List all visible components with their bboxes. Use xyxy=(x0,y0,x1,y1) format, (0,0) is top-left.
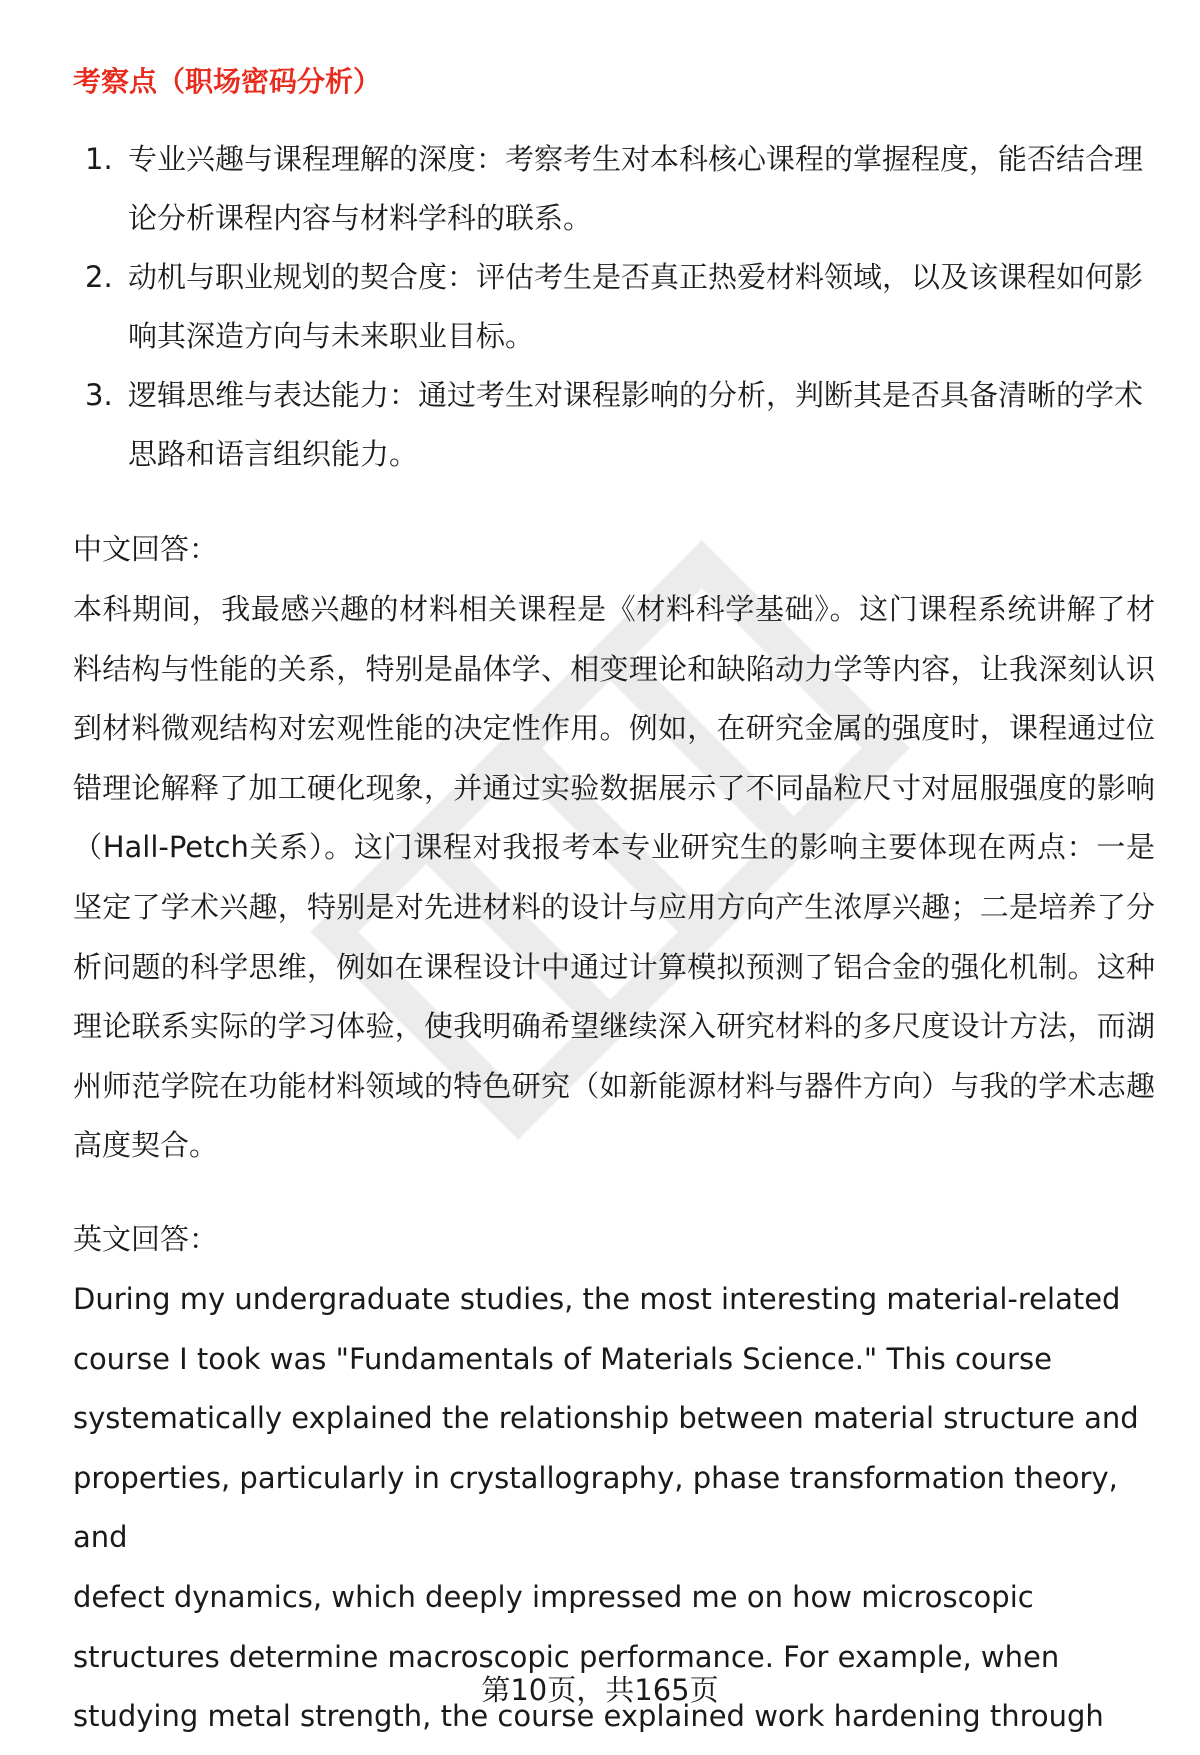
list-item-number: 2. xyxy=(85,260,113,294)
list-item-text: 动机与职业规划的契合度：评估考生是否真正热爱材料领域，以及该课程如何影响其深造方向与未来职业目标。 xyxy=(128,260,1144,353)
english-answer-line: course I took was "Fundamentals of Materials Science." This course xyxy=(73,1341,1052,1376)
section-title: 考察点（职场密码分析） xyxy=(73,65,382,98)
english-answer-line: systematically explained the relationship between material structure and xyxy=(73,1401,1139,1436)
page-number-footer: 第10页，共165页 xyxy=(481,1673,719,1707)
english-answer-line: properties, particularly in crystallography, phase transformation theory, and xyxy=(73,1460,1118,1555)
chinese-answer-label: 中文回答： xyxy=(73,532,219,566)
chinese-answer-text: 本科期间，我最感兴趣的材料相关课程是《材料科学基础》。这门课程系统讲解了材料结构与性能的关系，特别是晶体学、相变理论和缺陷动力学等内容，让我深刻认识到材料微观结构对宏观性能的决定性作用。例如，在研究金属的强度时，课程通过位错理论解释了加工硬化现象，并通过实验数据展示了不同晶粒尺寸对屈服强度的影响（Hall-Petch关系）。这门课程对我报考本专业研究生的影响主要体现在两点：一是坚定了学术兴趣，特别是对先进材料的设计与应用方向产生浓厚兴趣；二是培养了分析问题的科学思维，例如在课程设计中通过计算模拟预测了铝合金的强化机制。这种理论联系实际的学习体验，使我明确希望继续深入研究材料的多尺度设计方法，而湖州师范学院在功能材料领域的特色研究（如新能源材料与器件方向）与我的学术志趣高度契合。 xyxy=(73,592,1155,1163)
list-item-number: 3. xyxy=(85,378,113,412)
list-item xyxy=(73,248,1153,366)
english-answer-line: defect dynamics, which deeply impressed me on how microscopic xyxy=(73,1579,1034,1614)
list-item-text: 专业兴趣与课程理解的深度：考察考生对本科核心课程的掌握程度，能否结合理论分析课程内容与材料学科的联系。 xyxy=(128,142,1144,235)
list-item-text: 逻辑思维与表达能力：通过考生对课程影响的分析，判断其是否具备清晰的学术思路和语言组织能力。 xyxy=(128,378,1144,471)
english-answer-label: 英文回答： xyxy=(73,1222,219,1256)
list-item-number: 1. xyxy=(85,142,113,176)
english-answer-line: During my undergraduate studies, the most interesting material-related xyxy=(73,1282,1121,1316)
english-answer-line: structures determine macroscopic performance. For example, when xyxy=(73,1639,1060,1674)
list-item xyxy=(73,366,1153,484)
english-answer-line: studying metal strength, the course explained work hardening through xyxy=(73,1699,1104,1734)
list-item xyxy=(73,130,1153,248)
assessment-points-list xyxy=(73,130,1153,484)
